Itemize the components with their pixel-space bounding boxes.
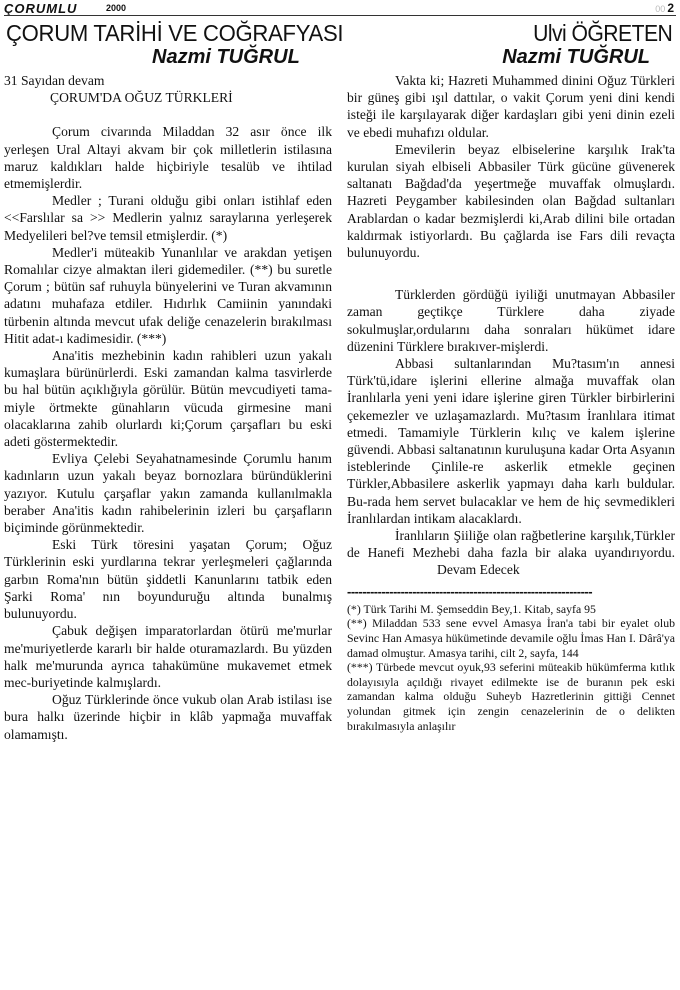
body-paragraph: Medler'i müteakib Yunanlılar ve arakdan yetişen Romalılar cizye almaktan ileri gidemediler. (**) bu suretle Çorum ; bütün saf ruhuyla bünyelerini ve Turan akvamının adatını muhafaza etdiler. Hıdırlık Camiinin yanındaki türbenin altında mevcut ufak deliğe cenazelerin bırakılması Hitit adat-ı kadimesidir. (***) <box>4 244 332 346</box>
article-title: ÇORUM TARİHİ VE COĞRAFYASI <box>6 20 344 46</box>
closing-text: İranlıların Şiiliğe olan rağbetlerine karşılık,Türkler de Hanefi Mezhebi daha fazla bir alaka uyandırıyordu. <box>347 528 675 561</box>
page-number-prefix: 00 <box>655 4 666 14</box>
page-number-value: 2 <box>667 1 674 15</box>
continued-label: Devam Edecek <box>437 562 520 578</box>
closing-paragraph <box>347 527 675 579</box>
body-paragraph: Türklerden gördüğü iyiliği unutmayan Abbasiler zaman geçtikçe Türklere daha ziyade sokulmuşlar,ordularını daha sonraları hükümet idare düzenini Türklere bırakıver-mişlerdi. <box>347 287 675 354</box>
author-byline-right: Nazmi TUĞRUL <box>502 46 650 68</box>
continuation-note: 31 Sayıdan devam <box>4 73 105 88</box>
author-byline-top: Ulvi ÖĞRETEN <box>532 20 672 46</box>
body-paragraph: Abbasi sultanlarından Mu?tasım'ın annesi Türk'tü,idare işlerini ellerine almağa muvaffak olan İranlılarla yeni yeni idare işlerine giren Türkler birbirlerini çekemezler ve uzlaşamazlardı. Mu?tasım İranlılara itimat etmedi. Tamamiyle Türklerin kılıç ve kalem işlerine güvendi. Abbasi saltanatının kuruluşuna kadar Orta Asyanın isteblerinde Çinlile-re askerlik etmekle geçinen Türkler,Abbasilere askerlik yapmayı daha karlı buldular. Bu-rada hem servet bulacaklar ve hem de hiç sevmedikleri İranlılardan intikam alacaklardı. <box>347 356 675 526</box>
body-paragraph: Çabuk değişen imparatorlardan ötürü me'murlar me'muriyetlerde kararlı bir halde oturamazlardı. Bu yüzden halk me'murunda ayrıca tahakümüne mukavemet etmek mec-buriyetinde kalmışlardı. <box>4 623 332 690</box>
body-paragraph: Medler ; Turani olduğu gibi onları istihlaf eden <<Farslılar sa >> Medlerin yalnız saraylarına yerleşerek Medyelileri bel?ve temsil etmişlerdir. (*) <box>4 193 332 243</box>
spacer <box>347 261 675 278</box>
footnote: (*) Türk Tarihi M. Şemseddin Bey,1. Kitab, sayfa 95 <box>347 601 596 616</box>
right-column <box>347 72 675 733</box>
body-paragraph: Vakta ki; Hazreti Muhammed dinini Oğuz Türkleri bir güneş gibi ışıl dattılar, o vakit Çorum yeni dini kendi isteği ile karşılayarak diğer kardaşları gibi yeni dinin ezeli ve ebedi muhafızı oldular. <box>347 73 675 140</box>
spacer <box>347 278 675 286</box>
body-paragraph: Emevilerin beyaz elbiselerine karşılık Irak'ta kurulan siyah elbiseli Abbasiler Türk gücüne güvenerek saltanatı Bağdad'da yeşertmeğe muvaffak olmuşlardı. Hazreti Peygamber kabilesinden olan Bağdad sultanları Arablardan o kadar bezmişlerdi ki,Arab dilini bile ortadan kaldırmak istiyorlardı. Bu çağlarda ise Fars dili revaçta bulunuyordu. <box>347 141 675 261</box>
section-subheading: ÇORUM'DA OĞUZ TÜRKLERİ <box>50 90 233 106</box>
issue-year: 2000 <box>106 3 127 13</box>
footnote: (**) Miladdan 533 sene evvel Amasya İran'a tabi bir eyalet olub Sevinc Han Amasya hükümetinde devamile oğlu İmas Han I. Dârâ'ya damad olmuştur. Amasya tarihi, cilt 2, sayfa, 144 <box>347 616 675 660</box>
page-header <box>0 0 680 16</box>
author-byline-left: Nazmi TUĞRUL <box>152 46 300 68</box>
body-paragraph: Çorum civarında Miladdan 32 asır önce ilk yerleşen Ural Altayi akvam bir çok milletlerin istilasına maruz kaldıkları halde hiçbiriyle tesalüb ve ihtilad etmemişlerdir. <box>4 124 332 192</box>
body-paragraph: Ana'itis mezhebinin kadın rahibleri uzun yakalı kumaşlara bürünürlerdi. Eski zamandan kalma tasvirlerde bu hal bütün açıklığıyla görülür. Bütün mevcudiyeti tama-miyle örtmekte günahların vücuda girmesine mani olacaklarına zahib olurlardı ki;Çorum çarşafları bu eski adeti göstermektedir. <box>4 348 332 450</box>
footnote: (***) Türbede mevcut oyuk,93 seferini müteakib hükümferma kıtlık dolayısıyla açıldığı rivayet edilmekte ise de buranın pek eski zamandan kalma olduğu Suheyb Hazretlerinin gittiği Cennet yolundan gitmek için zengin cenazelerinin de o delikten bırakılmasıyla anlaşılır <box>347 660 675 733</box>
left-column <box>4 72 332 743</box>
body-paragraph: Eski Türk töresini yaşatan Çorum; Oğuz Türklerinin eski yurdlarına tekrar yerleşmeleri çağlarında garbın Roma'nın bütün şiddetli Kanunlarını tatbik eden Şarki Roma' nın boyunduruğu altında bunalmış bulunuyordu. <box>4 537 332 622</box>
header-rule <box>4 15 676 16</box>
page-number <box>655 1 674 15</box>
body-paragraph: Evliya Çelebi Seyahatnamesinde Çorumlu hanım kadınların uzun yakalı beyaz bornozlara büründüklerini yazıyor. Kutulu çarşaflar yakın zamanda kullanılmakla beraber Ana'itis kadın rahibelerinin izleri bu çarşafların biçiminde görünmektedir. <box>4 451 332 536</box>
footnotes <box>347 602 675 733</box>
footnote-divider: ---------------------------------------------------------------- <box>347 583 593 599</box>
body-paragraph: Oğuz Türklerinde önce vukub olan Arab istilası ise bura halkı üzerinde hiçbir in klâb yapmağa muvaffak olamamıştı. <box>4 692 332 742</box>
masthead-logo: ÇORUMLU <box>4 1 78 16</box>
spacer <box>4 106 332 123</box>
